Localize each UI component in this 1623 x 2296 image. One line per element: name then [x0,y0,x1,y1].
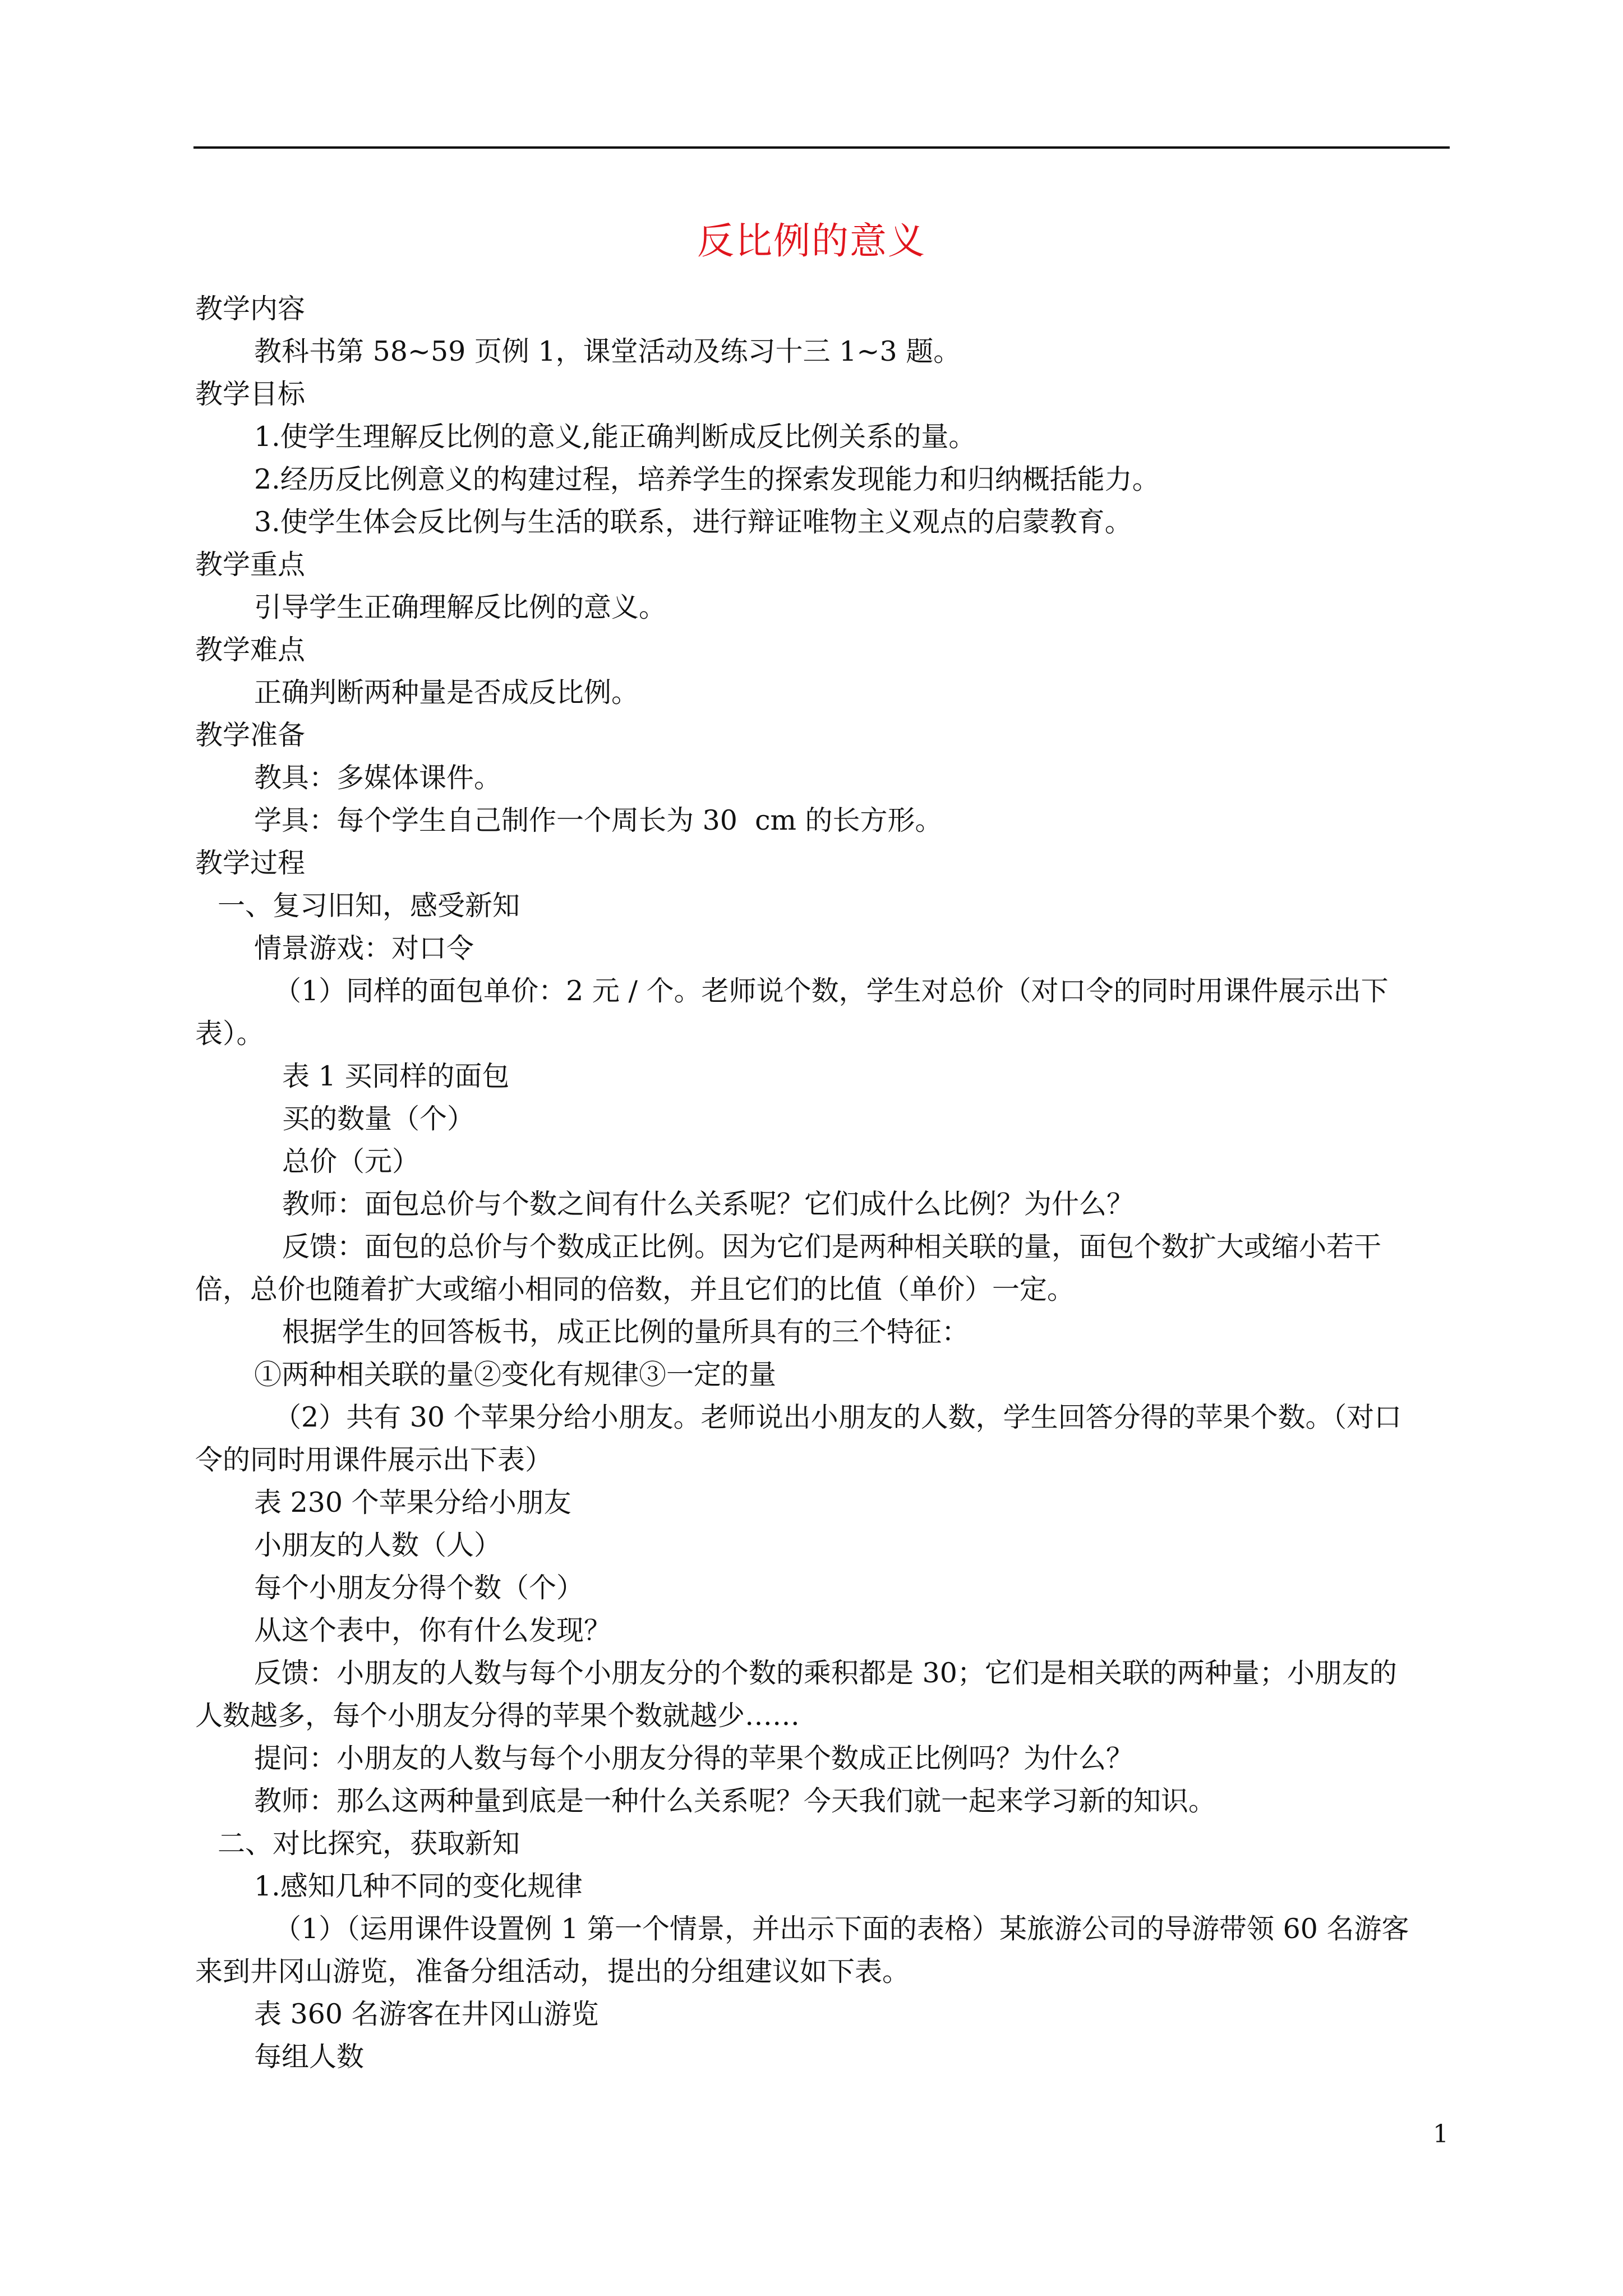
text-line: ①两种相关联的量②变化有规律③一定的量 [254,1359,777,1391]
text-line: 二、对比探究，获取新知 [218,1828,520,1860]
text-line: 教学过程 [195,847,306,879]
text-line: （1）同样的面包单价：2 元 / 个。老师说个数，学生对总价（对口令的同时用课件展示出下 [274,975,1389,1007]
text-line: 从这个表中，你有什么发现？ [254,1614,612,1646]
text-line: 反馈：小朋友的人数与每个小朋友分的个数的乘积都是 30；它们是相关联的两种量；小朋友的 [254,1657,1397,1689]
text-line: 表 360 名游客在井冈山游览 [254,1998,599,2030]
text-line: 教学重点 [195,549,306,581]
text-line: 每组人数 [254,2041,365,2073]
text-line: 令的同时用课件展示出下表） [195,1444,553,1476]
text-line: 教具：多媒体课件。 [254,762,502,794]
text-line: （1）（运用课件设置例 1 第一个情景，并出示下面的表格）某旅游公司的导游带领 60 名游客 [274,1913,1409,1945]
page-title: 反比例的意义 [697,219,926,263]
text-line: 根据学生的回答板书，成正比例的量所具有的三个特征： [282,1316,970,1348]
text-line: 教学难点 [195,634,306,666]
header-rule [193,146,1450,149]
text-line: 学具：每个学生自己制作一个周长为 30 cm 的长方形。 [254,804,943,836]
text-line: 正确判断两种量是否成反比例。 [254,677,639,708]
text-line: 情景游戏：对口令 [254,932,474,964]
text-line: 每个小朋友分得个数（个） [254,1572,584,1604]
text-line: 表）。 [195,1018,264,1050]
text-line: 教学内容 [195,293,306,325]
text-line: 表 230 个苹果分给小朋友 [254,1487,571,1519]
text-line: 一、复习旧知，感受新知 [218,890,520,922]
text-line: 小朋友的人数（人） [254,1529,502,1561]
text-line: 1.使学生理解反比例的意义,能正确判断成反比例关系的量。 [254,421,976,453]
text-line: 教师：面包总价与个数之间有什么关系呢？它们成什么比例？为什么？ [282,1188,1135,1220]
text-line: 教科书第 58~59 页例 1，课堂活动及练习十三 1~3 题。 [254,335,961,367]
text-line: 1.感知几种不同的变化规律 [254,1870,583,1902]
text-line: 人数越多，每个小朋友分得的苹果个数就越少…… [195,1700,800,1732]
text-line: 倍，总价也随着扩大或缩小相同的倍数，并且它们的比值（单价）一定。 [195,1273,1075,1305]
text-line: 教师：那么这两种量到底是一种什么关系呢？今天我们就一起来学习新的知识。 [254,1785,1216,1817]
text-line: 2.经历反比例意义的构建过程，培养学生的探索发现能力和归纳概括能力。 [254,463,1160,495]
text-line: 反馈：面包的总价与个数成正比例。因为它们是两种相关联的量，面包个数扩大或缩小若干 [282,1231,1382,1263]
text-line: 来到井冈山游览，准备分组活动，提出的分组建议如下表。 [195,1955,910,1987]
text-line: 总价（元） [282,1145,420,1177]
text-line: 3.使学生体会反比例与生活的联系，进行辩证唯物主义观点的启蒙教育。 [254,506,1132,538]
document-body [195,288,1451,2078]
text-line: 表 1 买同样的面包 [282,1060,510,1092]
text-line: 买的数量（个） [282,1103,475,1135]
text-line: 教学准备 [195,719,306,751]
text-line: 提问：小朋友的人数与每个小朋友分得的苹果个数成正比例吗？为什么？ [254,1742,1134,1774]
text-line: （2）共有 30 个苹果分给小朋友。老师说出小朋友的人数，学生回答分得的苹果个数。（对口 [274,1401,1402,1433]
page-number: 1 [1433,2120,1449,2148]
text-line: 引导学生正确理解反比例的意义。 [254,591,667,623]
text-line: 教学目标 [195,378,306,410]
